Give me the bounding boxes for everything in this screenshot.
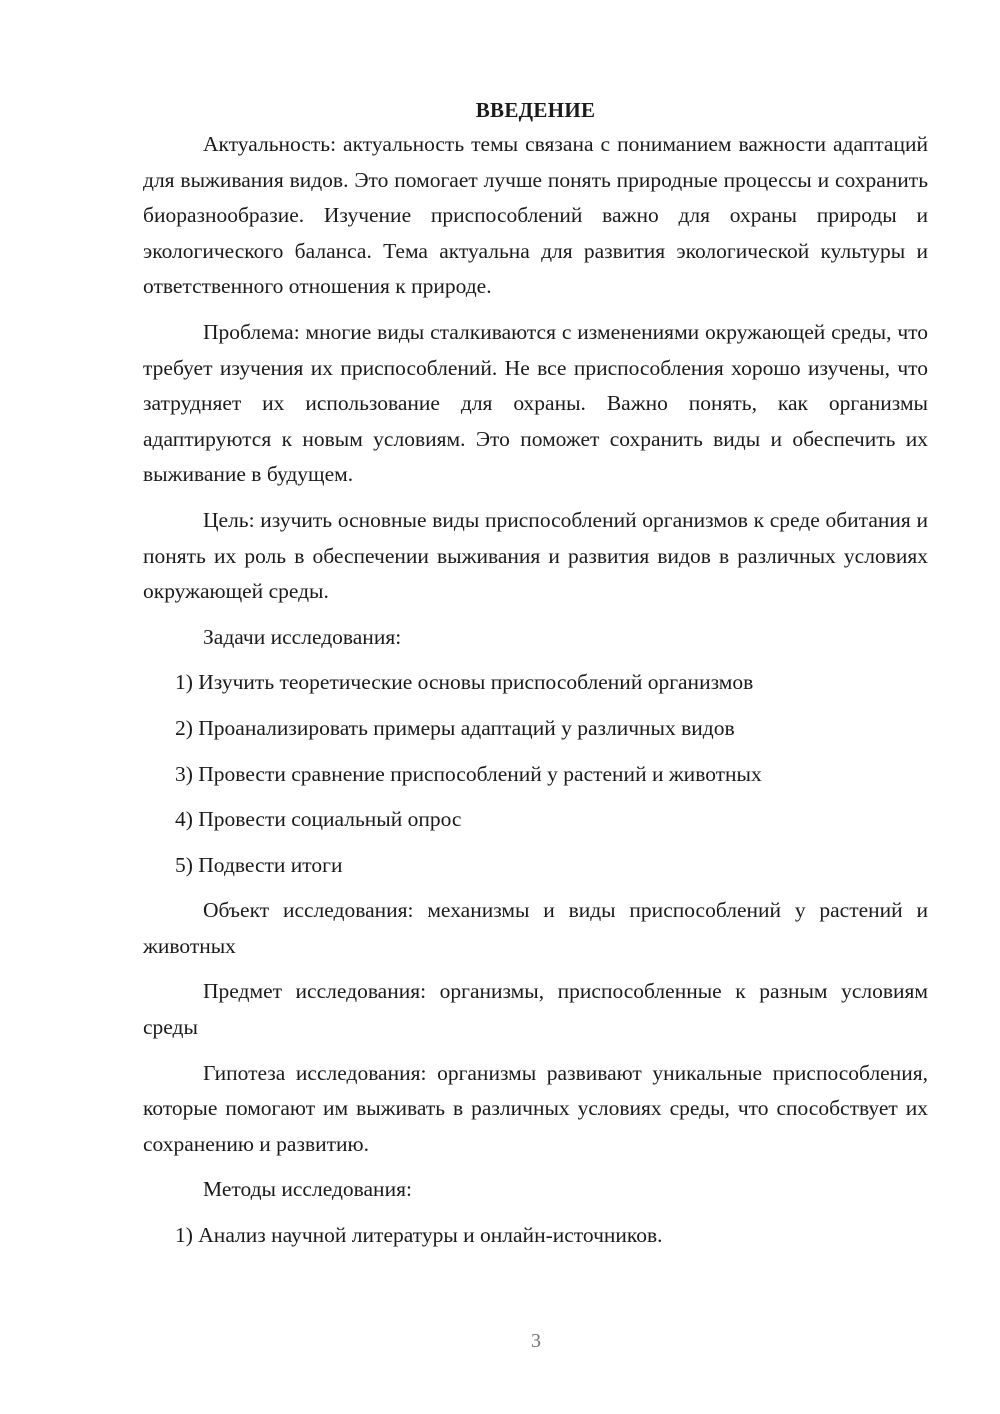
- page-number: 3: [531, 1330, 541, 1352]
- task-item: 1) Изучить теоретические основы приспособлений организмов: [175, 670, 754, 695]
- goal-paragraph: Цель: изучить основные виды приспособлений организмов к среде обитания и понять их роль в обеспечении выживания и развития видов в различных условиях окружающей среды.: [143, 507, 928, 604]
- page-title: ВВЕДЕНИЕ: [475, 98, 596, 122]
- problem-paragraph: Проблема: многие виды сталкиваются с изменениями окружающей среды, что требует изучения их приспособлений. Не все приспособления хорошо изучены, что затрудняет их использование для охраны. Важно понять, как организмы адаптируются к новым условиям. Это поможет сохранить виды и обеспечить их выживание в будущем.: [143, 319, 928, 487]
- object-paragraph: Объект исследования: механизмы и виды приспособлений у растений и животных: [143, 898, 928, 958]
- method-item: 1) Анализ научной литературы и онлайн-источников.: [175, 1223, 663, 1248]
- document-page: [143, 95, 928, 1264]
- task-item: 5) Подвести итоги: [175, 852, 343, 877]
- methods-heading: Методы исследования:: [203, 1177, 412, 1202]
- subject-paragraph: Предмет исследования: организмы, приспособленные к разным условиям среды: [143, 979, 928, 1040]
- hypothesis-paragraph: Гипотеза исследования: организмы развивают уникальные приспособления, которые помогают им выживать в различных условиях среды, что способствует их сохранению и развитию.: [143, 1060, 928, 1156]
- task-item: 2) Проанализировать примеры адаптаций у различных видов: [175, 715, 735, 740]
- task-item: 3) Провести сравнение приспособлений у растений и животных: [175, 761, 762, 786]
- tasks-heading: Задачи исследования:: [203, 624, 402, 649]
- task-item: 4) Провести социальный опрос: [175, 807, 462, 832]
- relevance-paragraph: Актуальность: актуальность темы связана с пониманием важности адаптаций для выживания видов. Это помогает лучше понять природные процессы и сохранить биоразнообразие. Изучение приспособлений важно для охраны природы и экологического баланса. Тема актуальна для развития экологической культуры и ответственного отношения к природе.: [143, 132, 928, 299]
